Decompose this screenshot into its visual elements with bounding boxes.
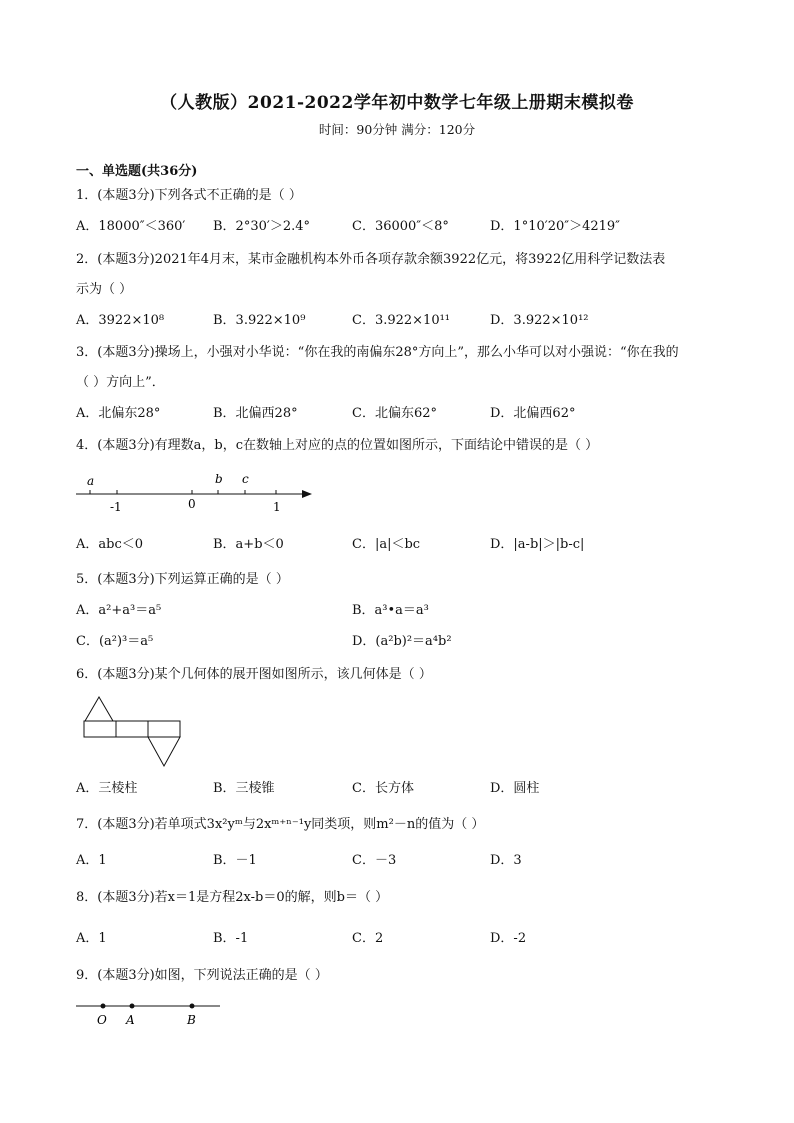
q6-option-d: D．圆柱 bbox=[490, 781, 540, 796]
q1-option-c: C．36000″＜8° bbox=[352, 219, 449, 234]
q7-option-d: D．3 bbox=[490, 853, 522, 868]
label-one: 1 bbox=[273, 500, 281, 514]
q4-option-c: C．|a|＜bc bbox=[352, 537, 421, 552]
q4-option-a: A．abc＜0 bbox=[76, 537, 144, 552]
q5-option-a: A．a²+a³＝a⁵ bbox=[76, 603, 162, 618]
q5-option-b: B．a³•a＝a³ bbox=[352, 603, 429, 618]
q8-option-c: C．2 bbox=[352, 931, 384, 946]
q3-option-b: B．北偏西28° bbox=[213, 406, 298, 421]
q2-option-c: C．3.922×10¹¹ bbox=[352, 313, 451, 328]
exam-info: 时间：90分钟 满分：120分 bbox=[318, 122, 476, 137]
question-4-stem: 4．(本题3分)有理数a，b，c在数轴上对应的点的位置如图所示，下面结论中错误的是（ ） bbox=[76, 438, 599, 453]
q7-option-a: A．1 bbox=[76, 853, 107, 868]
label-a-point: A bbox=[126, 1013, 135, 1027]
q1-option-b: B．2°30′＞2.4° bbox=[213, 219, 310, 234]
q4-option-d: D．|a-b|＞|b-c| bbox=[490, 537, 585, 552]
label-a: a bbox=[87, 474, 95, 488]
q6-option-c: C．长方体 bbox=[352, 781, 414, 796]
q5-option-d: D．(a²b)²＝a⁴b² bbox=[352, 634, 452, 649]
q4-option-b: B．a+b＜0 bbox=[213, 537, 284, 552]
q2-option-d: D．3.922×10¹² bbox=[490, 313, 589, 328]
question-3-stem-line1: 3．(本题3分)操场上，小强对小华说：“你在我的南偏东28°方向上”，那么小华可以对小强说：“你在我的 bbox=[76, 345, 679, 360]
label-b-point: B bbox=[187, 1013, 196, 1027]
q8-option-d: D．-2 bbox=[490, 931, 527, 946]
question-6-stem: 6．(本题3分)某个几何体的展开图如图所示，该几何体是（ ） bbox=[76, 667, 432, 682]
question-5-stem: 5．(本题3分)下列运算正确的是（ ） bbox=[76, 572, 289, 587]
label-c: c bbox=[242, 472, 249, 486]
q2-option-a: A．3922×10⁸ bbox=[76, 313, 165, 328]
question-7-stem: 7．(本题3分)若单项式3x²yᵐ与2xᵐ⁺ⁿ⁻¹y同类项，则m²－n的值为（ ） bbox=[76, 817, 485, 832]
label-neg1: -1 bbox=[110, 500, 122, 514]
question-8-stem: 8．(本题3分)若x＝1是方程2x-b＝0的解，则b＝（ ） bbox=[76, 890, 389, 905]
label-o: O bbox=[97, 1013, 107, 1027]
q8-option-a: A．1 bbox=[76, 931, 107, 946]
q7-option-b: B．－1 bbox=[213, 853, 257, 868]
q3-option-a: A．北偏东28° bbox=[76, 406, 161, 421]
question-9-stem: 9．(本题3分)如图，下列说法正确的是（ ） bbox=[76, 968, 328, 983]
label-b: b bbox=[215, 472, 223, 486]
prism-net-figure bbox=[80, 694, 185, 770]
q1-option-a: A．18000″＜360′ bbox=[76, 219, 186, 234]
label-zero: 0 bbox=[188, 497, 196, 511]
question-3-stem-line2: （ ）方向上”． bbox=[76, 375, 165, 390]
q6-option-b: B．三棱锥 bbox=[213, 781, 275, 796]
q2-option-b: B．3.922×10⁹ bbox=[213, 313, 306, 328]
q3-option-c: C．北偏东62° bbox=[352, 406, 437, 421]
q3-option-d: D．北偏西62° bbox=[490, 406, 576, 421]
question-2-stem-line1: 2．(本题3分)2021年4月末，某市金融机构本外币各项存款余额3922亿元，将3922亿用科学记数法表 bbox=[76, 252, 666, 267]
question-1-stem: 1．(本题3分)下列各式不正确的是（ ） bbox=[76, 188, 302, 203]
q8-option-b: B．-1 bbox=[213, 931, 249, 946]
line-segment-figure bbox=[74, 996, 224, 1028]
page-title: （人教版）2021-2022学年初中数学七年级上册期末模拟卷 bbox=[160, 93, 634, 113]
q5-option-c: C．(a²)³＝a⁵ bbox=[76, 634, 154, 649]
question-2-stem-line2: 示为（ ） bbox=[76, 282, 133, 297]
number-line-figure bbox=[70, 468, 320, 516]
q7-option-c: C．－3 bbox=[352, 853, 397, 868]
q1-option-d: D．1°10′20″＞4219″ bbox=[490, 219, 621, 234]
section-heading: 一、单选题(共36分) bbox=[76, 164, 198, 179]
q6-option-a: A．三棱柱 bbox=[76, 781, 138, 796]
